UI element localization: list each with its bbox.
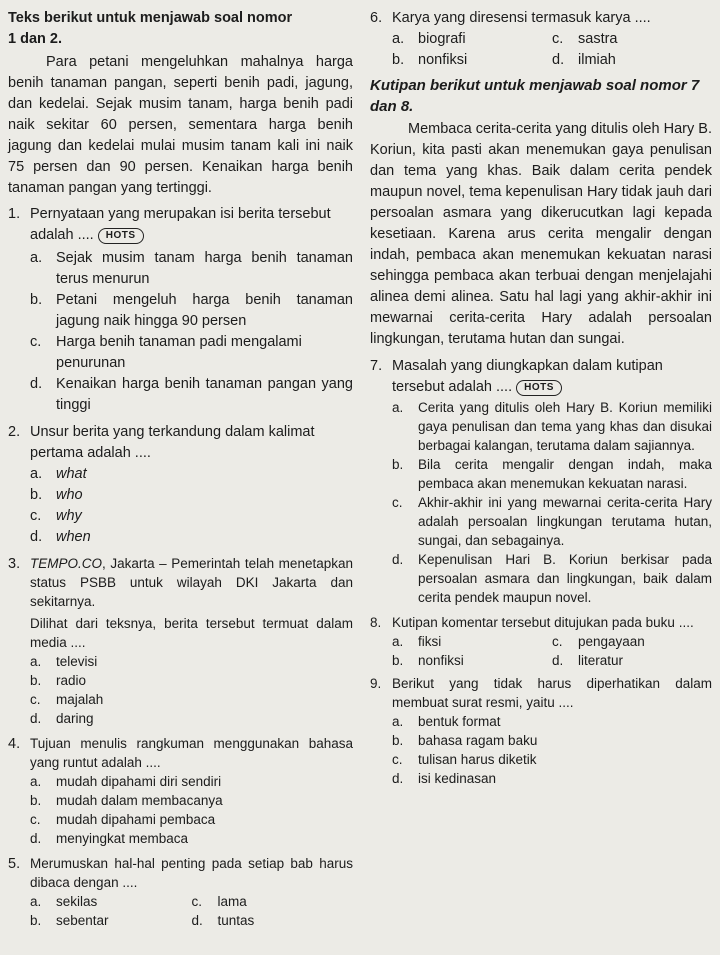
question-number: 2. (8, 424, 21, 440)
question-5 (8, 854, 353, 930)
option-b[interactable]: b. who (30, 487, 83, 503)
option-d[interactable]: d. Kenaikan harga benih tanaman pangan yang tinggi (30, 376, 353, 413)
question-text: , Jakarta – Pemerintah telah menetapkan status PSBB untuk wilayah DKI Jakarta dan sekitarnya. (30, 556, 353, 609)
option-d[interactable]: d. ilmiah (552, 52, 616, 68)
left-column (8, 8, 353, 930)
news-source: TEMPO.CO (30, 556, 103, 571)
option-a[interactable]: a. televisi (30, 654, 98, 669)
option-c[interactable]: c. sastra (552, 31, 618, 47)
question-text: Berikut yang tidak harus diperhatikan dalam membuat surat resmi, yaitu .... (392, 676, 712, 710)
option-a[interactable]: a. sekilas (30, 894, 98, 909)
review-passage: Membaca cerita-cerita yang ditulis oleh Hary B. Koriun, kita pasti akan menemukan gaya penulisan dan tema yang khas. Baik dalam cerita pendek maupun novel, tema kepenulisan Hary tidak jauh dari persoalan asmara yang dikerucutkan lagi kepada kesetiaan. Karena arus cerita mengalir dengan indah, pembaca akan menemukan kekuatan narasi sehingga pembaca akan terbuai dengan menjelajahi alinea demi alinea. Satu hal lagi yang akhir-akhir ini mewarnai cerita-cerita Hary adalah persoalan lingkungan, terutama hutan dan sungai. (370, 121, 712, 347)
option-b[interactable]: b. bahasa ragam baku (392, 733, 538, 748)
option-c[interactable]: c. Harga benih tanaman padi mengalami penurunan (30, 334, 302, 371)
question-text: Karya yang diresensi termasuk karya .... (392, 10, 651, 26)
question-7 (370, 356, 712, 607)
option-a[interactable]: a. bentuk format (392, 714, 501, 729)
question-number: 7. (370, 358, 383, 374)
option-d[interactable]: d. Kepenulisan Hari B. Koriun berkisar pada persoalan asmara dan lingkungan, baik dalam cerita pendek maupun novel. (392, 552, 712, 605)
option-a[interactable]: a. Cerita yang ditulis oleh Hary B. Koriun memiliki gaya penulisan dan tema yang khas dan disukai berbagai kalangan, terutama dalam sajiannya. (392, 400, 712, 453)
option-d[interactable]: d. menyingkat membaca (30, 831, 189, 846)
question-6 (370, 8, 712, 71)
hots-badge: HOTS (516, 380, 562, 396)
option-c[interactable]: c. majalah (30, 692, 104, 707)
question-4 (8, 734, 353, 848)
question-2 (8, 422, 353, 548)
option-c[interactable]: c. why (30, 508, 82, 524)
section-heading: Teks berikut untuk menjawab soal nomor (8, 10, 293, 26)
question-text: Unsur berita yang terkandung dalam kalimat pertama adalah .... (30, 424, 315, 461)
question-number: 6. (370, 10, 383, 26)
question-3 (8, 554, 353, 728)
option-b[interactable]: b. mudah dalam membacanya (30, 793, 223, 808)
question-text: Tujuan menulis rangkuman menggunakan bahasa yang runtut adalah .... (30, 736, 353, 770)
section-heading-2: 1 dan 2. (8, 31, 62, 47)
hots-badge: HOTS (98, 228, 144, 244)
option-b[interactable]: b. nonfiksi (392, 653, 464, 668)
question-text: Masalah yang diungkapkan dalam kutipan tersebut adalah .... (392, 358, 663, 395)
question-number: 1. (8, 206, 21, 222)
option-a[interactable]: a. Sejak musim tanam harga benih tanaman terus menurun (30, 250, 353, 287)
option-b[interactable]: b. Bila cerita mengalir dengan indah, maka pembaca akan menemukan kekuatan narasi. (392, 457, 712, 491)
question-number: 8. (370, 615, 382, 630)
option-d[interactable]: d. when (30, 529, 91, 545)
option-d[interactable]: d. isi kedinasan (392, 771, 497, 786)
question-text: Merumuskan hal-hal penting pada setiap bab harus dibaca dengan .... (30, 856, 353, 890)
option-c[interactable]: c. pengayaan (552, 634, 645, 649)
option-c[interactable]: c. mudah dipahami pembaca (30, 812, 216, 827)
right-column (370, 8, 712, 788)
option-a[interactable]: a. mudah dipahami diri sendiri (30, 774, 222, 789)
option-b[interactable]: b. Petani mengeluh harga benih tanaman jagung naik hingga 90 persen (30, 292, 353, 329)
question-9 (370, 674, 712, 788)
section-heading: Kutipan berikut untuk menjawab soal nomor 7 dan 8. (370, 77, 700, 115)
option-c[interactable]: c. lama (191, 894, 247, 909)
option-a[interactable]: a. biografi (392, 31, 466, 47)
option-a[interactable]: a. what (30, 466, 87, 482)
question-number: 3. (8, 556, 21, 572)
option-d[interactable]: d. tuntas (191, 913, 255, 928)
question-prompt: Dilihat dari teksnya, berita tersebut termuat dalam media .... (30, 616, 353, 650)
option-d[interactable]: d. literatur (552, 653, 624, 668)
option-c[interactable]: c. tulisan harus diketik (392, 752, 537, 767)
question-number: 5. (8, 856, 21, 872)
question-text: Pernyataan yang merupakan isi berita tersebut adalah .... (30, 206, 331, 243)
question-number: 9. (370, 676, 382, 691)
option-c[interactable]: c. Akhir-akhir ini yang mewarnai cerita-cerita Hary adalah persoalan lingkungan terutama hutan, sungai, dan sebagainya. (392, 495, 712, 548)
option-b[interactable]: b. radio (30, 673, 87, 688)
question-1 (8, 204, 353, 416)
news-passage: Para petani mengeluhkan mahalnya harga benih tanaman pangan, seperti benih padi, jagung, dan kedelai. Sejak musim tanam, harga benih padi naik sekitar 60 persen, sementara harga benih jagung dan kedelai mulai musim tanam kali ini naik 75 persen dan 90 persen. Kenaikan harga benih tanaman pangan yang tertinggi. (8, 54, 353, 196)
option-b[interactable]: b. sebentar (30, 913, 109, 928)
option-d[interactable]: d. daring (30, 711, 94, 726)
question-number: 4. (8, 736, 21, 752)
option-b[interactable]: b. nonfiksi (392, 52, 468, 68)
question-8 (370, 613, 712, 670)
question-text: Kutipan komentar tersebut ditujukan pada buku .... (392, 615, 694, 630)
option-a[interactable]: a. fiksi (392, 634, 442, 649)
